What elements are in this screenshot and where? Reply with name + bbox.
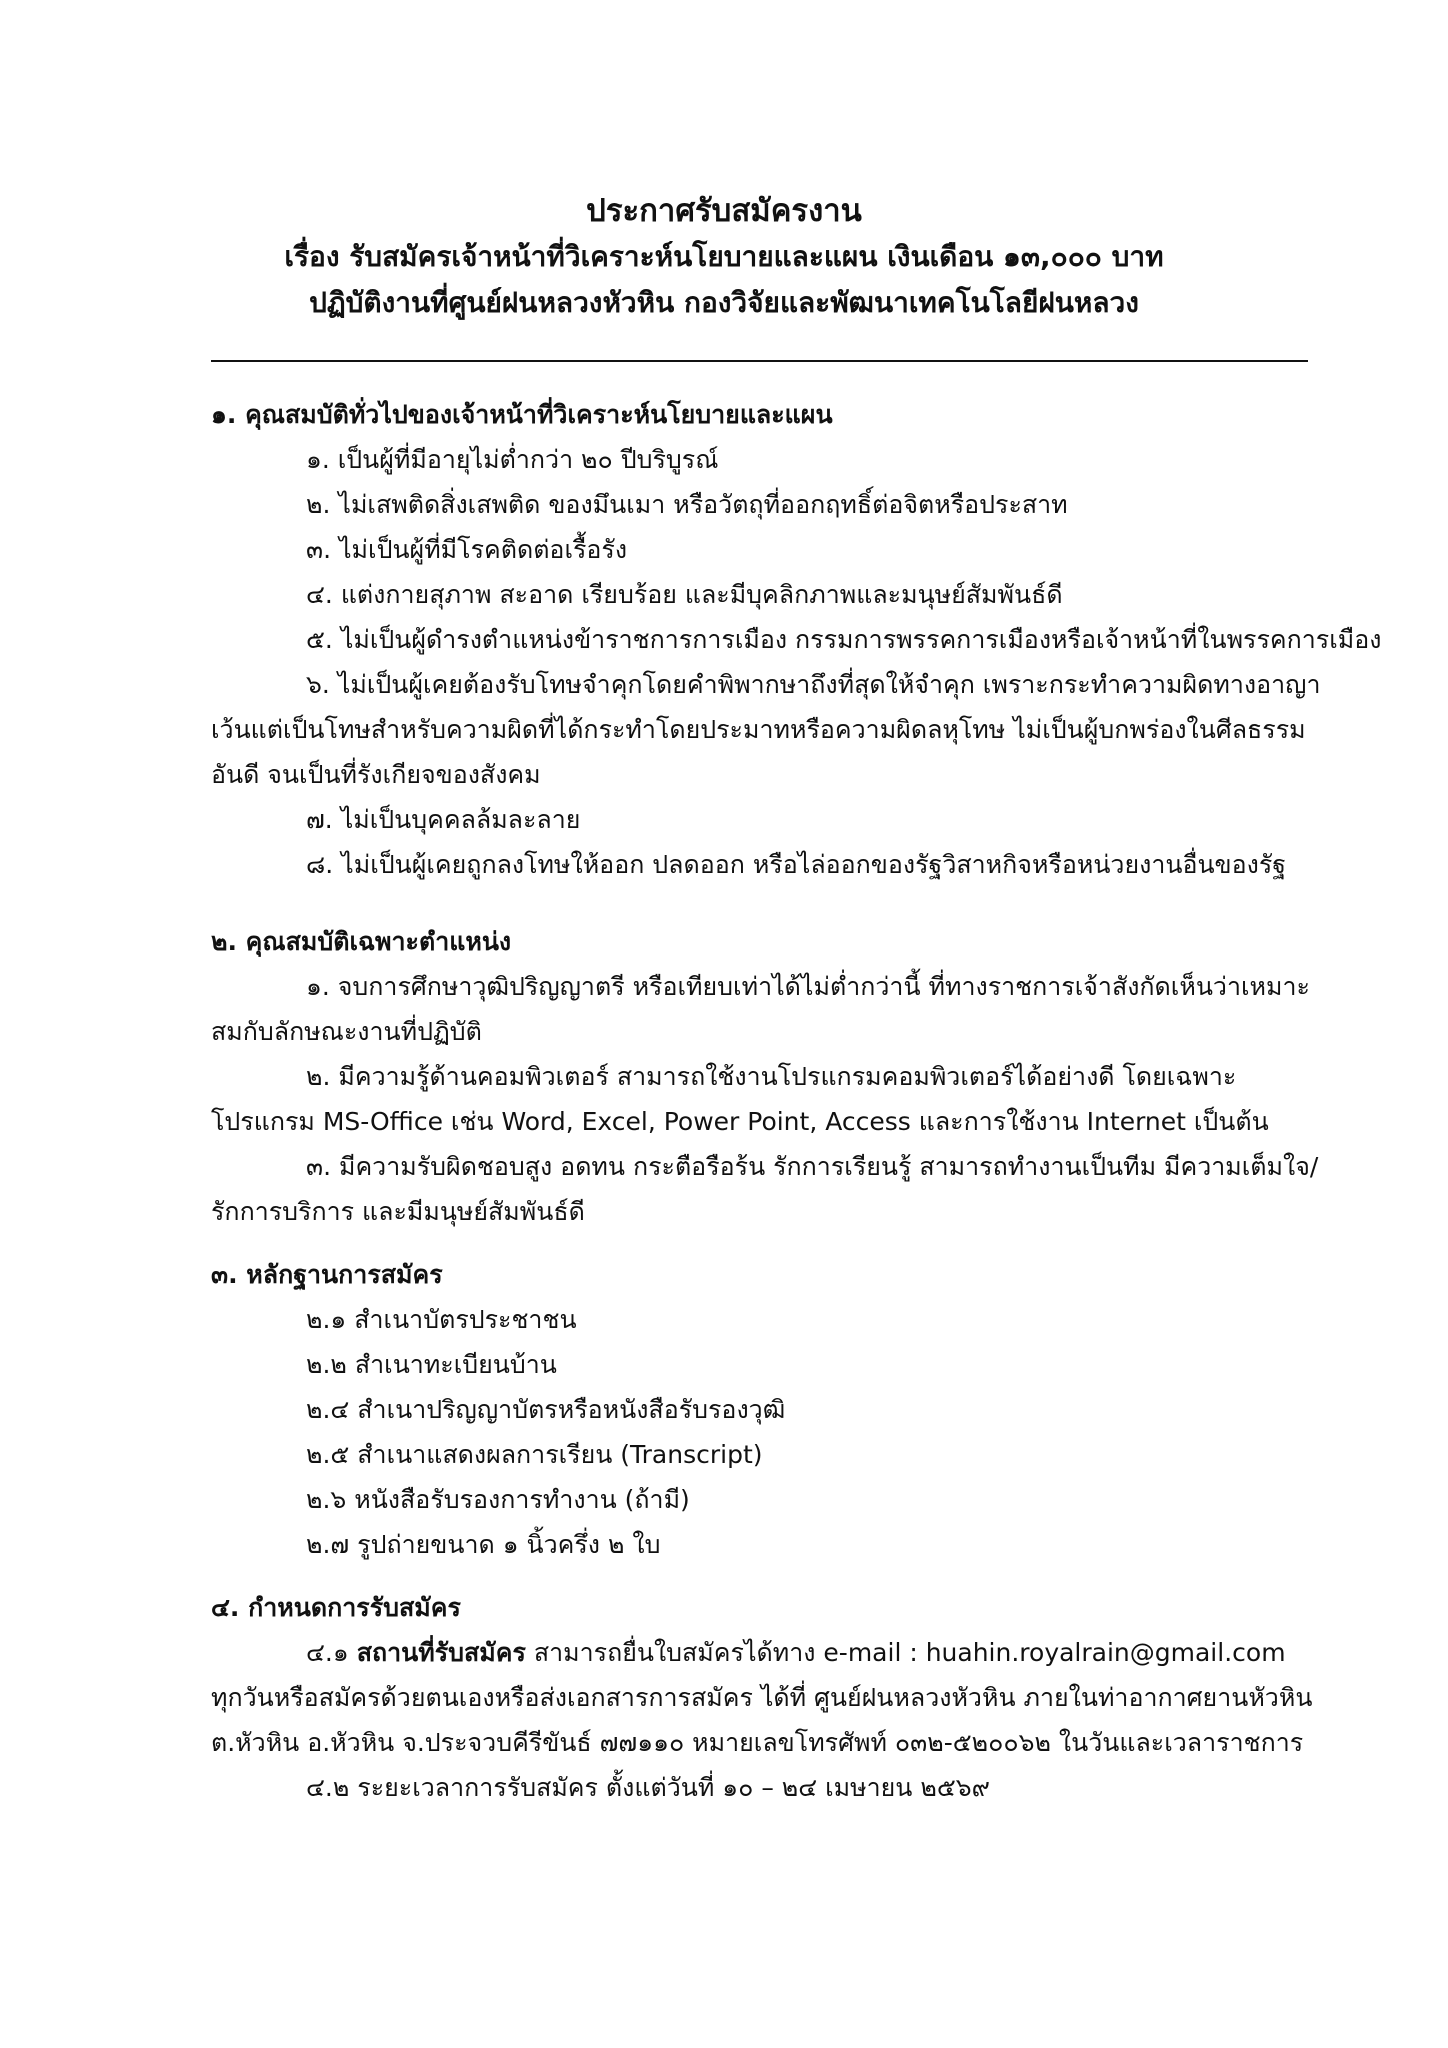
workplace-line: ปฏิบัติงานที่ศูนย์ฝนหลวงหัวหิน กองวิจัยและพัฒนาเทคโนโลยีฝนหลวง — [309, 286, 1139, 319]
announcement-header — [0, 188, 1448, 326]
section-spacer — [211, 887, 1321, 919]
section-documents-heading: ๓. หลักฐานการสมัคร — [211, 1260, 443, 1289]
section-application-schedule-heading: ๔. กำหนดการรับสมัคร — [211, 1593, 461, 1622]
required-document-item: ๒.๗ รูปถ่ายขนาด ๑ นิ้วครึ่ง ๒ ใบ — [306, 1530, 661, 1559]
position-qualification-item: ๒. มีความรู้ด้านคอมพิวเตอร์ สามารถใช้งานโปรแกรมคอมพิวเตอร์ได้อย่างดี โดยเฉพาะโปรแกรม MS-Office เช่น Word, Excel, Power Point, Access และการใช้งาน Internet เป็นต้น — [211, 1062, 1269, 1136]
general-qualification-item: ๔. แต่งกายสุภาพ สะอาด เรียบร้อย และมีบุคลิกภาพและมนุษย์สัมพันธ์ดี — [306, 580, 1063, 609]
section-position-qualifications-heading: ๒. คุณสมบัติเฉพาะตำแหน่ง — [211, 927, 512, 956]
section-spacer — [211, 1567, 1321, 1585]
required-document-item: ๒.๒ สำเนาทะเบียนบ้าน — [306, 1350, 557, 1379]
required-document-item: ๒.๔ สำเนาปริญญาบัตรหรือหนังสือรับรองวุฒิ — [306, 1395, 786, 1424]
general-qualification-item: ๖. ไม่เป็นผู้เคยต้องรับโทษจำคุกโดยคำพิพากษาถึงที่สุดให้จำคุก เพราะกระทำความผิดทางอาญา เว้นแต่เป็นโทษสำหรับความผิดที่ได้กระทำโดยประมาทหรือความผิดลหุโทษ ไม่เป็นผู้บกพร่องในศีลธรรมอันดี จนเป็นที่รังเกียจของสังคม — [211, 670, 1321, 789]
required-document-item: ๒.๖ หนังสือรับรองการทำงาน (ถ้ามี) — [306, 1485, 690, 1514]
position-qualification-item: ๓. มีความรับผิดชอบสูง อดทน กระตือรือร้น รักการเรียนรู้ สามารถทำงานเป็นทีม มีความเต็มใจ/รักการบริการ และมีมนุษย์สัมพันธ์ดี — [211, 1152, 1319, 1226]
position-qualification-item: ๑. จบการศึกษาวุฒิปริญญาตรี หรือเทียบเท่าได้ไม่ต่ำกว่านี้ ที่ทางราชการเจ้าสังกัดเห็นว่าเหมาะสมกับลักษณะงานที่ปฏิบัติ — [211, 972, 1310, 1046]
section-spacer — [211, 1234, 1321, 1252]
general-qualification-item: ๕. ไม่เป็นผู้ดำรงตำแหน่งข้าราชการการเมือง กรรมการพรรคการเมืองหรือเจ้าหน้าที่ในพรรคการเมือง — [306, 625, 1382, 654]
application-location-text: สามารถยื่นใบสมัครได้ทาง e-mail : huahin.royalrain@gmail.com ทุกวันหรือสมัครด้วยตนเองหรือส่งเอกสารการสมัคร ได้ที่ ศูนย์ฝนหลวงหัวหิน ภายในท่าอากาศยานหัวหิน ต.หัวหิน อ.หัวหิน จ.ประจวบคีรีขันธ์ ๗๗๑๑๐ หมายเลขโทรศัพท์ ๐๓๒-๕๒๐๐๖๒ ในวันและเวลาราชการ — [211, 1638, 1313, 1757]
required-document-item: ๒.๕ สำเนาแสดงผลการเรียน (Transcript) — [306, 1440, 763, 1469]
general-qualification-item: ๒. ไม่เสพติดสิ่งเสพติด ของมึนเมา หรือวัตถุที่ออกฤทธิ์ต่อจิตหรือประสาท — [306, 490, 1068, 519]
general-qualification-item: ๑. เป็นผู้ที่มีอายุไม่ต่ำกว่า ๒๐ ปีบริบูรณ์ — [306, 445, 719, 474]
subject-line: เรื่อง รับสมัครเจ้าหน้าที่วิเคราะห์นโยบายและแผน เงินเดือน ๑๓,๐๐๐ บาท — [284, 240, 1164, 273]
application-location-number: ๔.๑ — [306, 1638, 349, 1667]
general-qualification-item: ๓. ไม่เป็นผู้ที่มีโรคติดต่อเรื้อรัง — [306, 535, 628, 564]
application-period-item: ๔.๒ ระยะเวลาการรับสมัคร ตั้งแต่วันที่ ๑๐ – ๒๔ เมษายน ๒๕๖๙ — [306, 1773, 990, 1802]
page-title: ประกาศรับสมัครงาน — [586, 193, 862, 229]
application-location-item — [211, 1630, 1321, 1765]
header-divider — [211, 360, 1308, 362]
application-location-label: สถานที่รับสมัคร — [356, 1638, 526, 1667]
document-body — [211, 392, 1382, 1810]
general-qualification-item: ๘. ไม่เป็นผู้เคยถูกลงโทษให้ออก ปลดออก หรือไล่ออกของรัฐวิสาหกิจหรือหน่วยงานอื่นของรัฐ — [306, 850, 1287, 879]
general-qualification-item: ๗. ไม่เป็นบุคคลล้มละลาย — [306, 805, 581, 834]
section-general-qualifications-heading: ๑. คุณสมบัติทั่วไปของเจ้าหน้าที่วิเคราะห์นโยบายและแผน — [211, 400, 833, 429]
required-document-item: ๒.๑ สำเนาบัตรประชาชน — [306, 1305, 577, 1334]
